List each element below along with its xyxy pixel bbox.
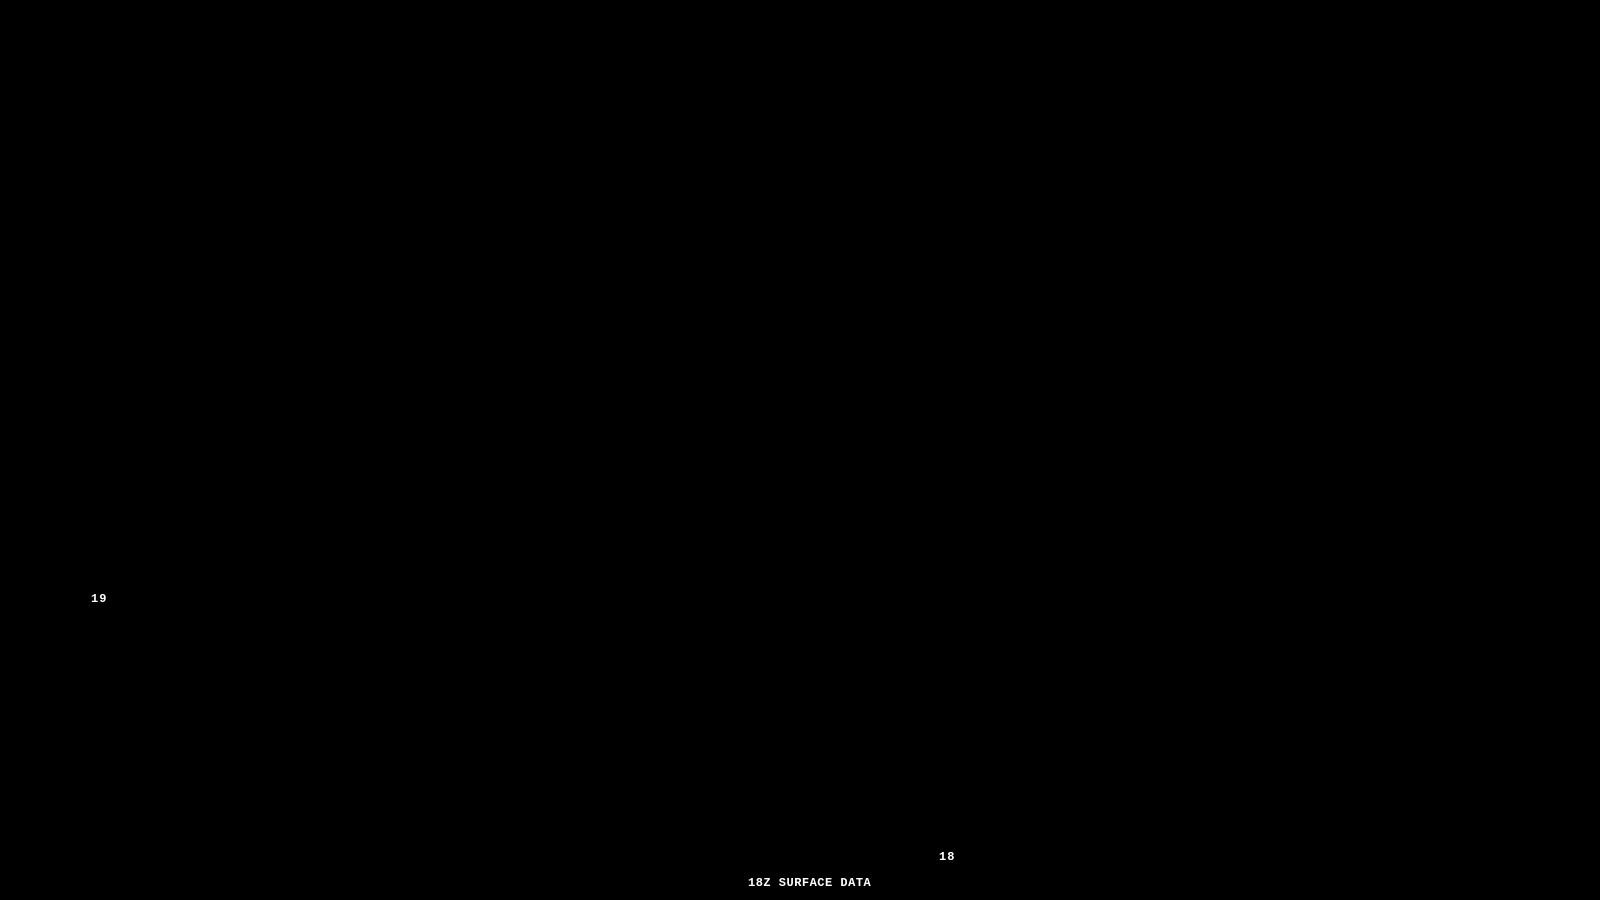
- station-value: 18: [939, 850, 956, 864]
- station-value: 19: [91, 592, 108, 606]
- plot-title: 18Z SURFACE DATA: [748, 876, 872, 890]
